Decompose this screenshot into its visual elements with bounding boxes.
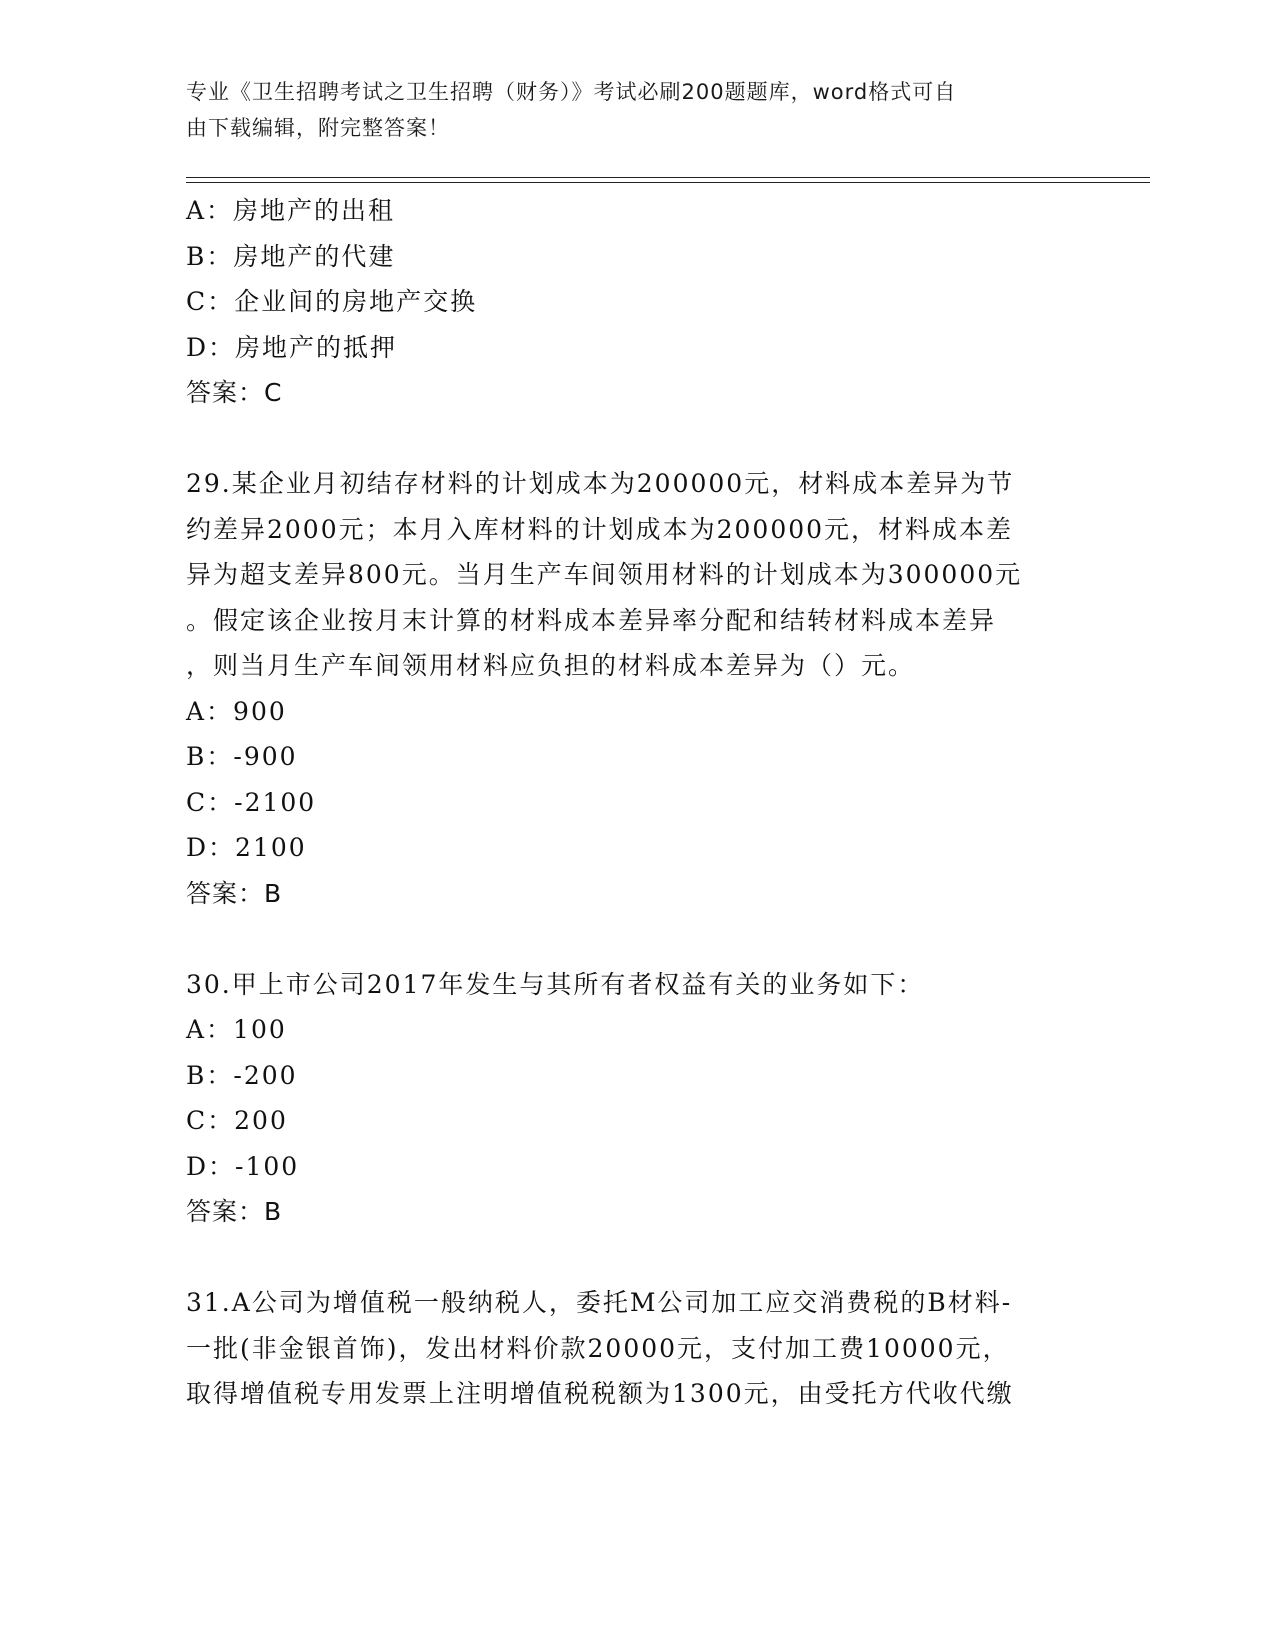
question-stem-line: 异为超支差异800元。当月生产车间领用材料的计划成本为300000元 [186,560,1023,589]
option-a: A：900 [186,696,287,726]
question-stem-line: 30.甲上市公司2017年发生与其所有者权益有关的业务如下： [186,969,925,999]
option-b: B：-900 [186,742,298,771]
question-stem-line: ，则当月生产车间领用材料应负担的材料成本差异为（）元。 [186,651,916,680]
spacer [186,916,1086,962]
option-c: C：企业间的房地产交换 [186,287,478,316]
question-stem-line: 一批(非金银首饰)，发出材料价款20000元，支付加工费10000元， [186,1333,1010,1363]
option-a: A：100 [186,1015,287,1044]
option-d: D：房地产的抵押 [186,332,398,362]
spacer [186,1235,1086,1281]
question-30 [186,962,1086,1235]
spacer [186,416,1086,462]
document-header [186,74,1066,146]
question-stem-line: 取得增值税专用发票上注明增值税税额为1300元，由受托方代收代缴 [186,1379,1014,1408]
answer: 答案：C [186,378,283,407]
question-stem-line: 。假定该企业按月末计算的材料成本差异率分配和结转材料成本差异 [186,605,997,635]
question-29 [186,461,1086,916]
question-stem-line: 31.A公司为增值税一般纳税人，委托M公司加工应交消费税的B材料- [186,1288,1013,1317]
header-line-2: 由下载编辑，附完整答案！ [186,116,450,140]
header-divider-bottom [186,182,1150,183]
option-a: A：房地产的出租 [186,196,396,225]
option-b: B：房地产的代建 [186,241,396,271]
answer: 答案：B [186,878,283,908]
question-28 [186,188,1086,416]
question-stem-line: 29.某企业月初结存材料的计划成本为200000元，材料成本差异为节 [186,469,1015,498]
option-d: D：2100 [186,833,307,862]
question-stem-line: 约差异2000元；本月入库材料的计划成本为200000元，材料成本差 [186,514,1014,544]
header-line-1: 专业《卫生招聘考试之卫生招聘（财务）》考试必刷200题题库，word格式可自 [186,80,957,104]
header-divider-top [186,177,1150,178]
option-b: B：-200 [186,1060,298,1090]
answer: 答案：B [186,1197,283,1226]
option-c: C：-2100 [186,787,317,817]
question-list [186,188,1086,1417]
question-31 [186,1280,1086,1417]
option-c: C：200 [186,1106,288,1135]
option-d: D：-100 [186,1151,300,1181]
